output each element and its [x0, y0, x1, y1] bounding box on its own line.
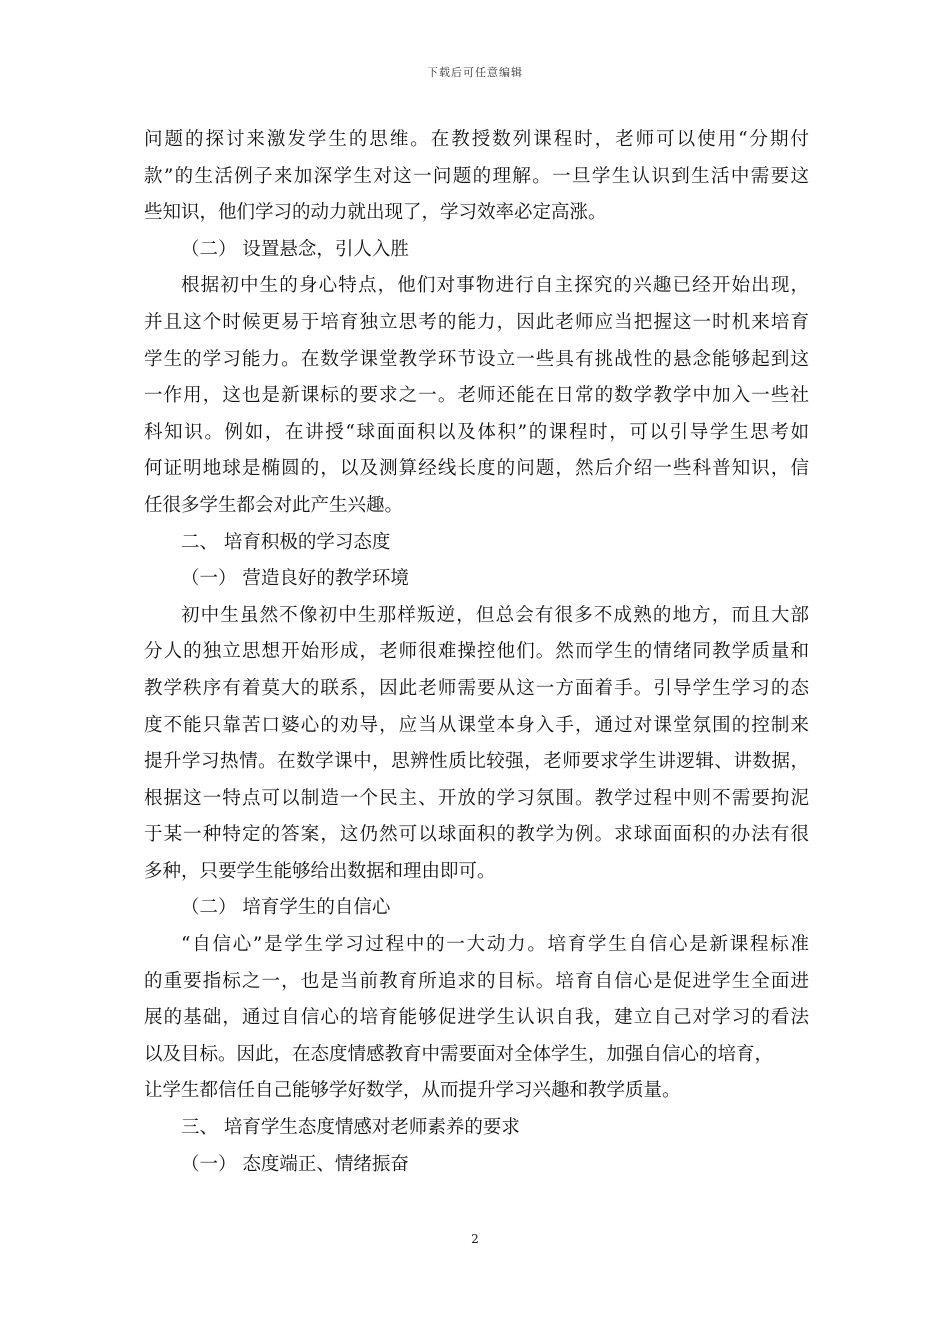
body-line: 任很多学生都会对此产生兴趣。 [144, 494, 404, 516]
body-line: 分人的独立思想开始形成，老师很难操控他们。然而学生的情绪同教学质量和 [144, 641, 809, 663]
page-header: 下载后可任意编辑 [427, 66, 523, 79]
body-line: 教学秩序有着莫大的联系，因此老师需要从这一方面着手。引导学生学习的态 [144, 677, 809, 699]
section-heading: 二、 培育积极的学习态度 [181, 531, 391, 553]
body-line: 以及目标。因此，在态度情感教育中需要面对全体学生，加强自信心的培育， [144, 1043, 774, 1065]
section-heading: （二） 培育学生的自信心 [181, 897, 391, 919]
body-line: 一作用，这也是新课标的要求之一。老师还能在日常的数学教学中加入一些社 [144, 385, 809, 407]
body-line: 于某一种特定的答案，这仍然可以球面积的教学为例。求球面面积的办法有很 [144, 824, 809, 846]
body-line: 多种，只要学生能够给出数据和理由即可。 [144, 860, 496, 882]
body-line: 并且这个时候更易于培育独立思考的能力，因此老师应当把握这一时机来培育 [144, 311, 809, 333]
body-line: 问题的探讨来激发学生的思维。在教授数列课程时，老师可以使用“分期付 [144, 129, 809, 150]
body-line: 科知识。例如，在讲授“球面面积以及体积”的课程时，可以引导学生思考如 [144, 421, 809, 443]
page-number: 2 [471, 1232, 479, 1246]
body-line: 根据这一特点可以制造一个民主、开放的学习氛围。教学过程中则不需要拘泥 [144, 787, 809, 809]
body-line: 提升学习热情。在数学课中，思辨性质比较强，老师要求学生讲逻辑、讲数据， [144, 751, 809, 773]
body-line: 展的基础，通过自信心的培育能够促进学生认识自我，建立自己对学习的看法 [144, 1007, 809, 1029]
body-line: 学生的学习能力。在数学课堂教学环节设立一些具有挑战性的悬念能够起到这 [144, 348, 809, 370]
body-line: 些知识，他们学习的动力就出现了，学习效率必定高涨。 [144, 202, 607, 224]
body-line: 根据初中生的身心特点，他们对事物进行自主探究的兴趣已经开始出现， [181, 275, 809, 297]
body-line: 度不能只靠苦口婆心的劝导，应当从课堂本身入手，通过对课堂氛围的控制来 [144, 714, 809, 736]
section-heading: （一） 态度端正、情绪振奋 [181, 1153, 409, 1175]
section-heading: （二） 设置悬念，引人入胜 [181, 238, 409, 260]
body-line: 的重要指标之一，也是当前教育所追求的目标。培育自信心是促进学生全面进 [144, 970, 809, 992]
body-line: “自信心”是学生学习过程中的一大动力。培育学生自信心是新课程标准 [181, 934, 809, 956]
section-heading: （一） 营造良好的教学环境 [181, 568, 409, 590]
body-line: 何证明地球是椭圆的，以及测算经线长度的问题，然后介绍一些科普知识，信 [144, 458, 809, 480]
body-line: 初中生虽然不像初中生那样叛逆，但总会有很多不成熟的地方，而且大部 [181, 604, 809, 626]
section-heading: 三、 培育学生态度情感对老师素养的要求 [181, 1117, 520, 1139]
document-body [144, 122, 809, 1183]
body-line: 让学生都信任自己能够学好数学，从而提升学习兴趣和教学质量。 [144, 1080, 681, 1102]
body-line: 款”的生活例子来加深学生对这一问题的理解。一旦学生认识到生活中需要这 [144, 165, 809, 187]
